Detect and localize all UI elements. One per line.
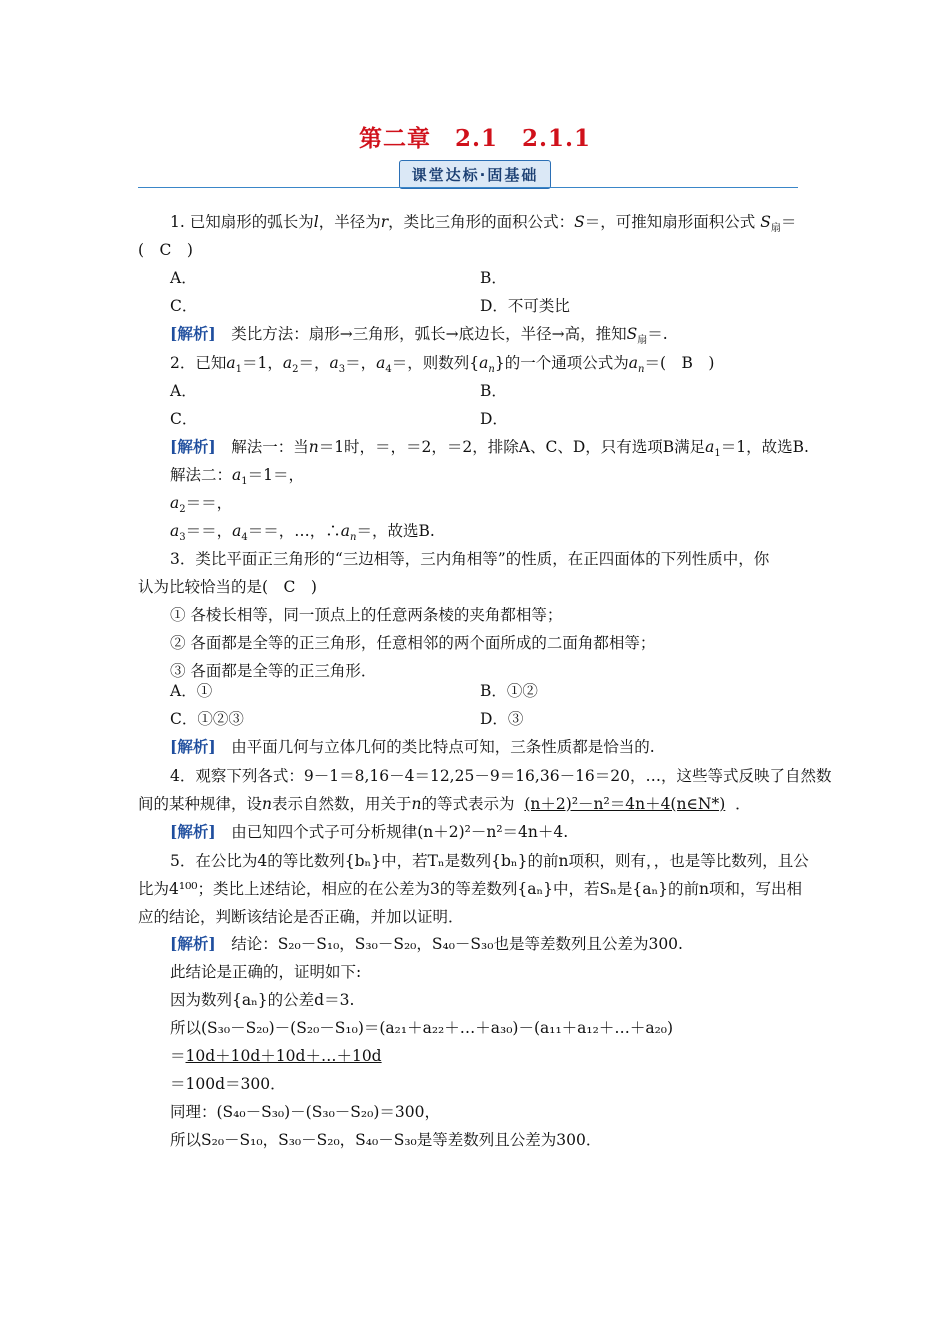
q4-stem-line1: 4．观察下列各式：9－1＝8,16－4＝12,25－9＝16,36－16＝20，…，这些等式反映了自然数: [170, 767, 832, 785]
q5-solution-5: ＝10d＋10d＋10d＋…＋10d: [170, 1047, 382, 1065]
q5-solution-4: 所以(S₃₀－S₂₀)－(S₂₀－S₁₀)＝(a₂₁＋a₂₂＋…＋a₃₀)－(a₁₁＋a₁₂＋…＋a₂₀): [170, 1019, 674, 1037]
q2-stem: 2．已知$a_1=1$，$a_2=$，$a_3=$，$a_4=$，则数列$\{a_n\}$的一个通项公式为$a_n=$( B ): [170, 354, 715, 376]
q5-stem-line2: 比为4¹⁰⁰；类比上述结论，相应的在公差为3的等差数列{aₙ}中，若Sₙ是{aₙ}的前n项和，写出相: [138, 880, 803, 898]
q1-solution: [解析] 类比方法：扇形→三角形，弧长→底边长，半径→高，推知$S_扇=$.: [170, 324, 668, 347]
q1-stem: 1. 已知扇形的弧长为l，半径为r，类比三角形的面积公式：S＝，可推知扇形面积公式 $S_扇=$: [170, 213, 797, 235]
q3-item-3: ③ 各面都是全等的正三角形．: [170, 662, 377, 680]
q3-item-2: ② 各面都是全等的正三角形，任意相邻的两个面所成的二面角都相等；: [170, 634, 656, 652]
header-divider: [138, 187, 798, 188]
page-title: 第二章 2.1 2.1.1: [358, 125, 592, 152]
q5-solution-6: ＝100d＝300．: [170, 1075, 286, 1093]
q3-option-b: B．①②: [480, 682, 538, 700]
section-badge-wrap: [0, 160, 950, 189]
section-badge: 课堂达标·固基础: [399, 160, 552, 189]
q2-option-b: B．: [480, 382, 507, 400]
q3-option-d: D．③: [480, 710, 524, 728]
q2-option-a: A．: [170, 382, 197, 400]
q4-solution: [解析] 由已知四个式子可分析规律(n＋2)²－n²＝4n＋4.: [170, 822, 569, 841]
q2-solution-4: $a_3==$，$a_4==$，…，$\therefore a_n=$，故选B.: [170, 522, 435, 544]
q3-solution: [解析] 由平面几何与立体几何的类比特点可知，三条性质都是恰当的.: [170, 737, 655, 756]
q1-option-b: B．: [480, 269, 507, 287]
q2-solution-3: $a_2==$，: [170, 494, 233, 516]
q2-option-c: C．: [170, 410, 198, 428]
q1-answer: ( C ): [138, 241, 193, 259]
q4-stem-line2: 间的某种规律，设n表示自然数，用关于n的等式表示为 (n＋2)²－n²＝4n＋4(n∈N*) ．: [138, 795, 751, 813]
q3-option-a: A．①: [170, 682, 213, 700]
q5-solution-8: 所以S₂₀－S₁₀，S₃₀－S₂₀，S₄₀－S₃₀是等差数列且公差为300．: [170, 1131, 602, 1149]
q5-stem-line1: 5．在公比为4的等比数列{bₙ}中，若Tₙ是数列{bₙ}的前n项积，则有，，也是等比数列，且公: [170, 852, 809, 870]
q2-solution-2: 解法二：$a_1=1=$，: [170, 466, 305, 488]
q1-option-d: D．不可类比: [480, 297, 570, 315]
q5-solution-1: [解析] 结论：S₂₀－S₁₀，S₃₀－S₂₀，S₄₀－S₃₀也是等差数列且公差为300.: [170, 934, 683, 953]
q1-option-a: A．: [170, 269, 197, 287]
q2-solution-1: [解析] 解法一：当n＝1时，＝，＝2，＝2，排除A、C、D，只有选项B满足$a_1=1$，故选B.: [170, 437, 809, 460]
q5-solution-7: 同理：(S₄₀－S₃₀)－(S₃₀－S₂₀)＝300，: [170, 1103, 440, 1121]
q5-solution-3: 因为数列{aₙ}的公差d＝3.: [170, 991, 355, 1009]
q5-stem-line3: 应的结论，判断该结论是否正确，并加以证明．: [138, 908, 464, 926]
q3-stem-line1: 3．类比平面正三角形的“三边相等，三内角相等”的性质，在正四面体的下列性质中，你: [170, 550, 770, 568]
q3-item-1: ① 各棱长相等，同一顶点上的任意两条棱的夹角都相等；: [170, 606, 563, 624]
q3-option-c: C．①②③: [170, 710, 244, 728]
q2-option-d: D．: [480, 410, 508, 428]
q4-answer: (n＋2)²－n²＝4n＋4(n∈N*): [524, 795, 726, 813]
q5-solution-2: 此结论是正确的，证明如下:: [170, 963, 362, 981]
q3-stem-line2: 认为比较恰当的是( C ): [138, 578, 317, 596]
q1-option-c: C．: [170, 297, 198, 315]
